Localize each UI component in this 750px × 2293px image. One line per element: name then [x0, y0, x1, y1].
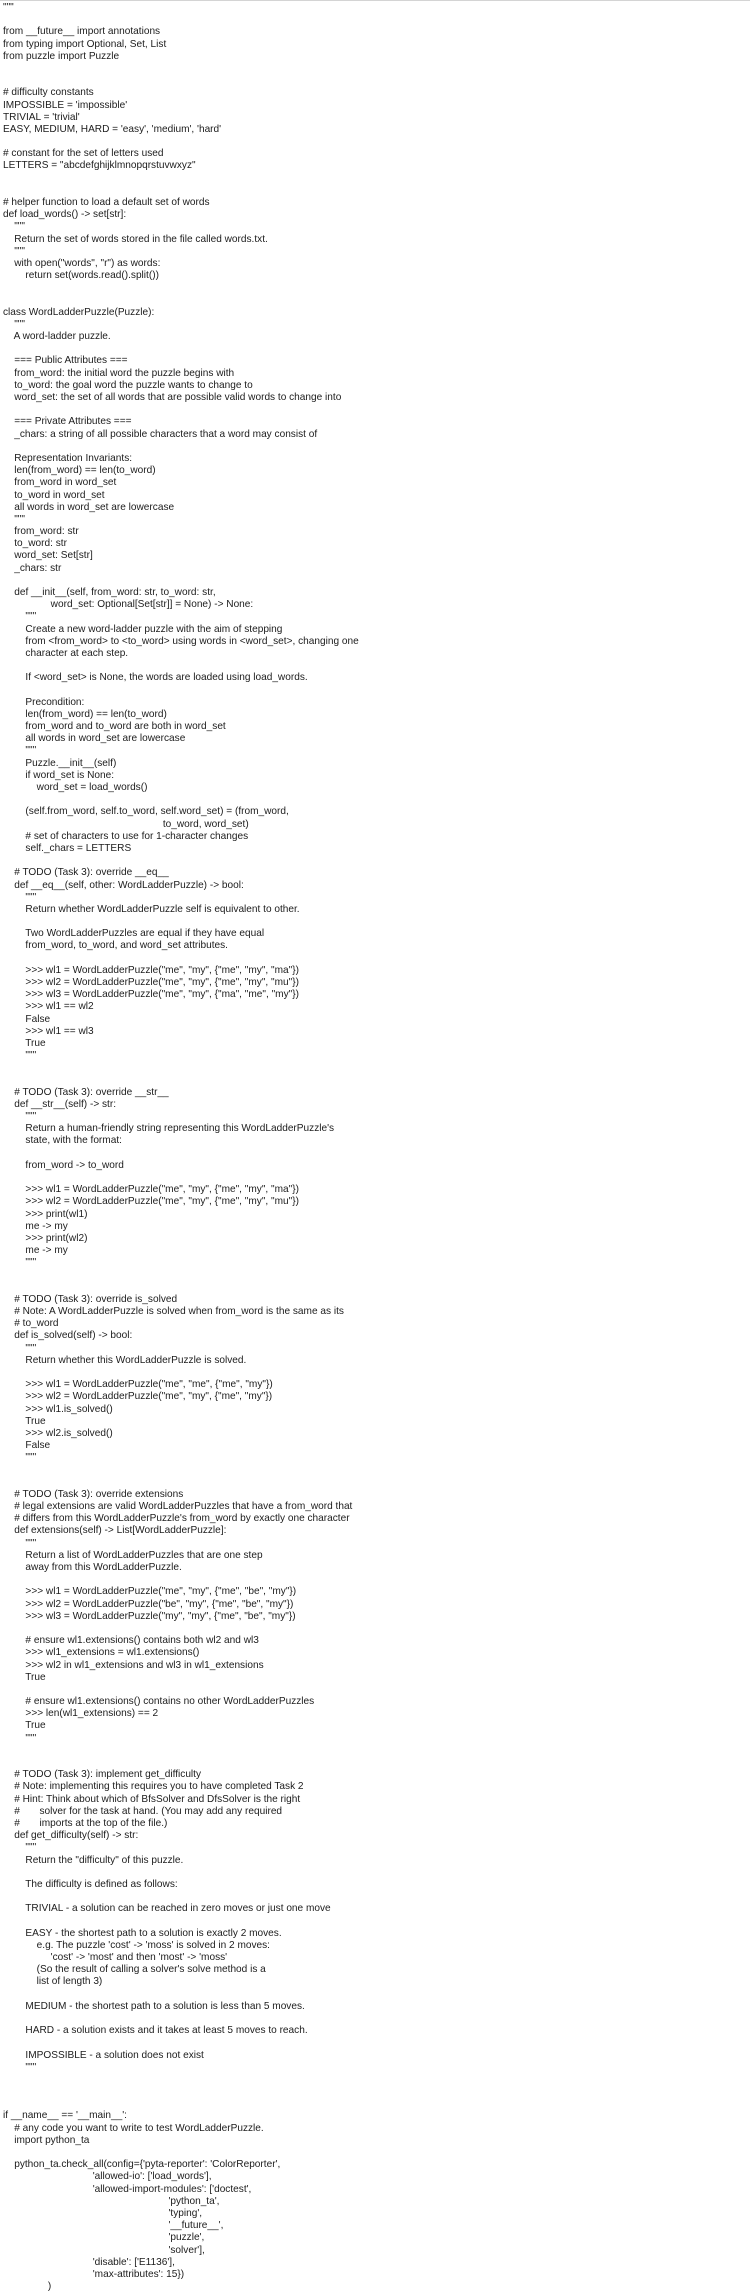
code-line: """: [3, 245, 25, 257]
code-line: from_word -> to_word: [3, 1159, 124, 1171]
code-line: >>> wl3 = WordLadderPuzzle("my", "my", {"me", "be", "my"}): [3, 1610, 296, 1622]
code-line: >>> wl1 = WordLadderPuzzle("me", "my", {"me", "be", "my"}): [3, 1586, 297, 1598]
code-line: [0, 1684, 750, 1696]
code-line: # Note: A WordLadderPuzzle is solved when from_word is the same as its: [3, 1306, 344, 1318]
code-line: [0, 1075, 750, 1087]
code-line: # to_word: [3, 1318, 59, 1330]
code-line: # TODO (Task 3): override __eq__: [3, 867, 169, 879]
code-line: # TODO (Task 3): override is_solved: [3, 1293, 178, 1305]
code-line: # TODO (Task 3): override extensions: [3, 1488, 184, 1500]
code-line: (So the result of calling a solver's solve method is a: [3, 1964, 266, 1976]
code-line: # differs from this WordLadderPuzzle's from_word by exactly one character: [3, 1513, 350, 1525]
code-line: e.g. The puzzle 'cost' -> 'moss' is solved in 2 moves:: [3, 1939, 270, 1951]
code-line: from_word in word_set: [3, 477, 117, 489]
code-line: [0, 1367, 750, 1379]
code-line: [0, 75, 750, 87]
code-line: def extensions(self) -> List[WordLadderPuzzle]:: [3, 1525, 227, 1537]
code-line: from <from_word> to <to_word> using words in <word_set>, changing one: [3, 635, 359, 647]
code-line: [0, 855, 750, 867]
code-line: # TODO (Task 3): override __str__: [3, 1086, 169, 1098]
code-line: >>> wl1 == wl2: [3, 1001, 94, 1013]
code-line: '__future__',: [3, 2220, 224, 2232]
code-line: EASY - the shortest path to a solution is exactly 2 moves.: [3, 1927, 282, 1939]
code-line: >>> wl2.is_solved(): [3, 1427, 113, 1439]
code-line: """: [3, 2, 14, 13]
code-line: [0, 136, 750, 148]
code-line: """: [3, 1732, 37, 1744]
code-line: >>> print(wl1): [3, 1208, 88, 1220]
code-line: IMPOSSIBLE = 'impossible': [3, 99, 128, 111]
code-line: me -> my: [3, 1245, 68, 1257]
code-line: >>> wl3 = WordLadderPuzzle("me", "my", {"ma", "me", "my"}): [3, 989, 299, 1001]
code-line: LETTERS = "abcdefghijklmnopqrstuvwxyz": [3, 160, 196, 172]
code-line: [0, 14, 750, 26]
code-line: [0, 282, 750, 294]
code-line: if word_set is None:: [3, 769, 115, 781]
code-line: len(from_word) == len(to_word): [3, 465, 156, 477]
code-line: def is_solved(self) -> bool:: [3, 1330, 133, 1342]
code-line: all words in word_set are lowercase: [3, 733, 186, 745]
code-line: [0, 660, 750, 672]
code-line: 'puzzle',: [3, 2232, 205, 2244]
code-line: from_word and to_word are both in word_set: [3, 721, 226, 733]
code-line: 'python_ta',: [3, 2195, 220, 2207]
code-line: # constant for the set of letters used: [3, 148, 164, 160]
code-line: self._chars = LETTERS: [3, 842, 132, 854]
code-line: Create a new word-ladder puzzle with the aim of stepping: [3, 623, 283, 635]
code-line: [0, 1745, 750, 1757]
code-line: Return a list of WordLadderPuzzles that are one step: [3, 1549, 263, 1561]
code-line: MEDIUM - the shortest path to a solution is less than 5 moves.: [3, 2000, 305, 2012]
code-line: from __future__ import annotations: [3, 26, 161, 38]
code-line: away from this WordLadderPuzzle.: [3, 1562, 182, 1573]
code-line: def load_words() -> set[str]:: [3, 209, 127, 221]
code-line: [0, 2098, 750, 2110]
code-line: """: [3, 1050, 37, 1062]
code-line: >>> len(wl1_extensions) == 2: [3, 1708, 159, 1720]
code-line: [0, 1891, 750, 1903]
code-line: # ensure wl1.extensions() contains no other WordLadderPuzzles: [3, 1696, 315, 1708]
code-line: === Private Attributes ===: [3, 416, 132, 428]
code-line: >>> wl1_extensions = wl1.extensions(): [3, 1647, 200, 1659]
code-line: # set of characters to use for 1-character changes: [3, 830, 249, 842]
code-line: """: [3, 513, 25, 525]
code-line: [0, 1574, 750, 1586]
code-line: import python_ta: [3, 2134, 90, 2146]
code-line: [0, 1282, 750, 1294]
code-line: word_set: Optional[Set[str]] = None) -> None:: [3, 599, 254, 611]
code-line: [0, 916, 750, 928]
code-line: The difficulty is defined as follows:: [3, 1878, 178, 1890]
code-line: Return the set of words stored in the file called words.txt.: [3, 233, 268, 245]
code-line: word_set = load_words(): [3, 782, 148, 793]
code-line: [0, 1989, 750, 2001]
code-line: # Note: implementing this requires you to have completed Task 2: [3, 1781, 304, 1793]
code-line: from_word: the initial word the puzzle begins with: [3, 367, 235, 379]
code-line: Precondition:: [3, 696, 85, 708]
code-line: [0, 2147, 750, 2159]
code-line: # imports at the top of the file.): [3, 1817, 168, 1829]
code-line: # ensure wl1.extensions() contains both wl2 and wl3: [3, 1635, 259, 1647]
code-line: 'allowed-import-modules': ['doctest',: [3, 2183, 252, 2195]
code-line: character at each step.: [3, 647, 129, 659]
code-line: to_word: str: [3, 538, 67, 550]
code-line: Return a human-friendly string representing this WordLadderPuzzle's: [3, 1123, 335, 1135]
code-line: True: [3, 1671, 46, 1683]
code-line: [0, 794, 750, 806]
code-line: """: [3, 1537, 37, 1549]
code-line: >>> wl2 = WordLadderPuzzle("me", "my", {"me", "my"}): [3, 1391, 273, 1403]
code-line: >>> wl2 = WordLadderPuzzle("me", "my", {"me", "my", "mu"}): [3, 977, 299, 988]
code-line: def __init__(self, from_word: str, to_word: str,: [3, 587, 216, 598]
code-line: >>> wl2 in wl1_extensions and wl3 in wl1_extensions: [3, 1659, 264, 1671]
code-line: TRIVIAL - a solution can be reached in zero moves or just one move: [3, 1903, 331, 1915]
code-line: # difficulty constants: [3, 87, 94, 99]
code-line: [0, 685, 750, 697]
code-line: Puzzle.__init__(self): [3, 757, 117, 769]
code-line: >>> wl2 = WordLadderPuzzle("me", "my", {"me", "my", "mu"}): [3, 1196, 299, 1208]
code-line: """: [3, 1257, 37, 1269]
code-line: >>> wl1 = WordLadderPuzzle("me", "me", {"me", "my"}): [3, 1379, 273, 1391]
code-line: list of length 3): [3, 1976, 103, 1988]
code-line: [0, 1148, 750, 1160]
code-line: from_word: str: [3, 526, 79, 538]
code-line: >>> wl2 = WordLadderPuzzle("be", "my", {"me", "be", "my"}): [3, 1598, 294, 1610]
code-line: # solver for the task at hand. (You may add any required: [3, 1805, 283, 1817]
code-line: IMPOSSIBLE - a solution does not exist: [3, 2049, 204, 2061]
code-line: False: [3, 1013, 51, 1025]
code-line: [0, 173, 750, 185]
code-line: >>> wl1 = WordLadderPuzzle("me", "my", {"me", "my", "ma"}): [3, 1184, 299, 1196]
code-line: _chars: a string of all possible characters that a word may consist of: [3, 428, 318, 440]
code-line: [0, 343, 750, 355]
code-line: A word-ladder puzzle.: [3, 331, 111, 343]
code-line: [0, 1757, 750, 1769]
code-line: Representation Invariants:: [3, 452, 133, 464]
code-line: # helper function to load a default set of words: [3, 197, 210, 208]
code-line: to_word: the goal word the puzzle wants to change to: [3, 379, 253, 391]
code-line: If <word_set> is None, the words are loaded using load_words.: [3, 672, 308, 684]
code-line: """: [3, 1452, 37, 1464]
code-line: def get_difficulty(self) -> str:: [3, 1830, 139, 1842]
code-line: """: [3, 1342, 37, 1354]
code-line: HARD - a solution exists and it takes at least 5 moves to reach.: [3, 2025, 308, 2037]
code-line: if __name__ == '__main__':: [3, 2110, 127, 2122]
code-line: with open("words", "r") as words:: [3, 257, 161, 269]
code-line: >>> wl1.is_solved(): [3, 1403, 113, 1415]
code-line: TRIVIAL = 'trivial': [3, 111, 80, 123]
code-line: def __str__(self) -> str:: [3, 1098, 117, 1110]
code-line: # any code you want to write to test WordLadderPuzzle.: [3, 2122, 264, 2134]
code-line: >>> wl1 == wl3: [3, 1025, 94, 1037]
code-line: [0, 953, 750, 965]
code-line: """: [3, 2061, 37, 2073]
code-line: # Hint: Think about which of BfsSolver and DfsSolver is the right: [3, 1793, 301, 1805]
code-line: def __eq__(self, other: WordLadderPuzzle) -> bool:: [3, 879, 244, 891]
code-line: [0, 1867, 750, 1879]
code-line: # TODO (Task 3): implement get_difficulty: [3, 1769, 202, 1781]
code-line: word_set: Set[str]: [3, 550, 93, 562]
code-line: === Public Attributes ===: [3, 355, 128, 367]
code-line: to_word, word_set): [3, 818, 249, 830]
code-line: [0, 1915, 750, 1927]
code-line: [0, 1270, 750, 1282]
code-line: True: [3, 1415, 46, 1427]
code-line: all words in word_set are lowercase: [3, 501, 175, 513]
code-line: """: [3, 318, 25, 330]
code-line: 'typing',: [3, 2207, 203, 2219]
code-line: 'cost' -> 'most' and then 'most' -> 'moss': [3, 1952, 228, 1963]
code-line: >>> wl1 = WordLadderPuzzle("me", "my", {"me", "my", "ma"}): [3, 964, 299, 976]
code-line: class WordLadderPuzzle(Puzzle):: [3, 306, 155, 318]
code-line: ): [3, 2281, 52, 2293]
code-line: 'disable': ['E1136'],: [3, 2256, 175, 2268]
code-line: Return the "difficulty" of this puzzle.: [3, 1854, 184, 1866]
code-line: (self.from_word, self.to_word, self.word_set) = (from_word,: [3, 806, 289, 818]
code-line: [0, 575, 750, 587]
code-line: python_ta.check_all(config={'pyta-reporter': 'ColorReporter',: [3, 2159, 281, 2171]
code-line: Return whether WordLadderPuzzle self is equivalent to other.: [3, 903, 300, 915]
code-line: """: [3, 891, 37, 903]
code-line: len(from_word) == len(to_word): [3, 708, 167, 720]
code-line: [0, 295, 750, 307]
code-line: >>> print(wl2): [3, 1232, 88, 1244]
code-line: True: [3, 1720, 46, 1732]
code-line: """: [3, 611, 37, 623]
code-line: [0, 1477, 750, 1489]
code-line: 'solver'],: [3, 2244, 205, 2256]
code-line: [0, 441, 750, 453]
code-line: True: [3, 1037, 46, 1049]
code-line: EASY, MEDIUM, HARD = 'easy', 'medium', 'hard': [3, 123, 222, 135]
code-line: from puzzle import Puzzle: [3, 50, 120, 62]
code-line: [0, 1623, 750, 1635]
code-line: me -> my: [3, 1220, 68, 1232]
code-line: 'max-attributes': 15}): [3, 2268, 185, 2280]
code-line: [0, 2074, 750, 2086]
code-line: _chars: str: [3, 562, 62, 574]
code-line: from_word, to_word, and word_set attributes.: [3, 940, 228, 952]
code-line: return set(words.read().split()): [3, 270, 159, 282]
code-line: [0, 1465, 750, 1477]
code-line: [0, 185, 750, 197]
code-line: """: [3, 1111, 37, 1123]
code-line: [0, 1172, 750, 1184]
code-line: [0, 2037, 750, 2049]
code-line: Two WordLadderPuzzles are equal if they have equal: [3, 928, 265, 940]
code-line: """: [3, 1842, 37, 1854]
code-line: state, with the format:: [3, 1135, 122, 1147]
code-line: [0, 63, 750, 75]
code-line: False: [3, 1440, 51, 1452]
code-line: [0, 1062, 750, 1074]
code-line: from typing import Optional, Set, List: [3, 38, 167, 50]
code-line: """: [3, 745, 37, 757]
code-lines: [0, 2, 750, 2293]
code-line: # legal extensions are valid WordLadderPuzzles that have a from_word that: [3, 1501, 353, 1513]
code-line: [0, 2013, 750, 2025]
code-line: [0, 2086, 750, 2098]
code-line: Return whether this WordLadderPuzzle is solved.: [3, 1354, 247, 1366]
code-line: 'allowed-io': ['load_words'],: [3, 2171, 212, 2183]
code-line: [0, 404, 750, 416]
code-line: word_set: the set of all words that are possible valid words to change into: [3, 392, 342, 403]
code-line: to_word in word_set: [3, 489, 105, 501]
code-line: """: [3, 221, 25, 233]
